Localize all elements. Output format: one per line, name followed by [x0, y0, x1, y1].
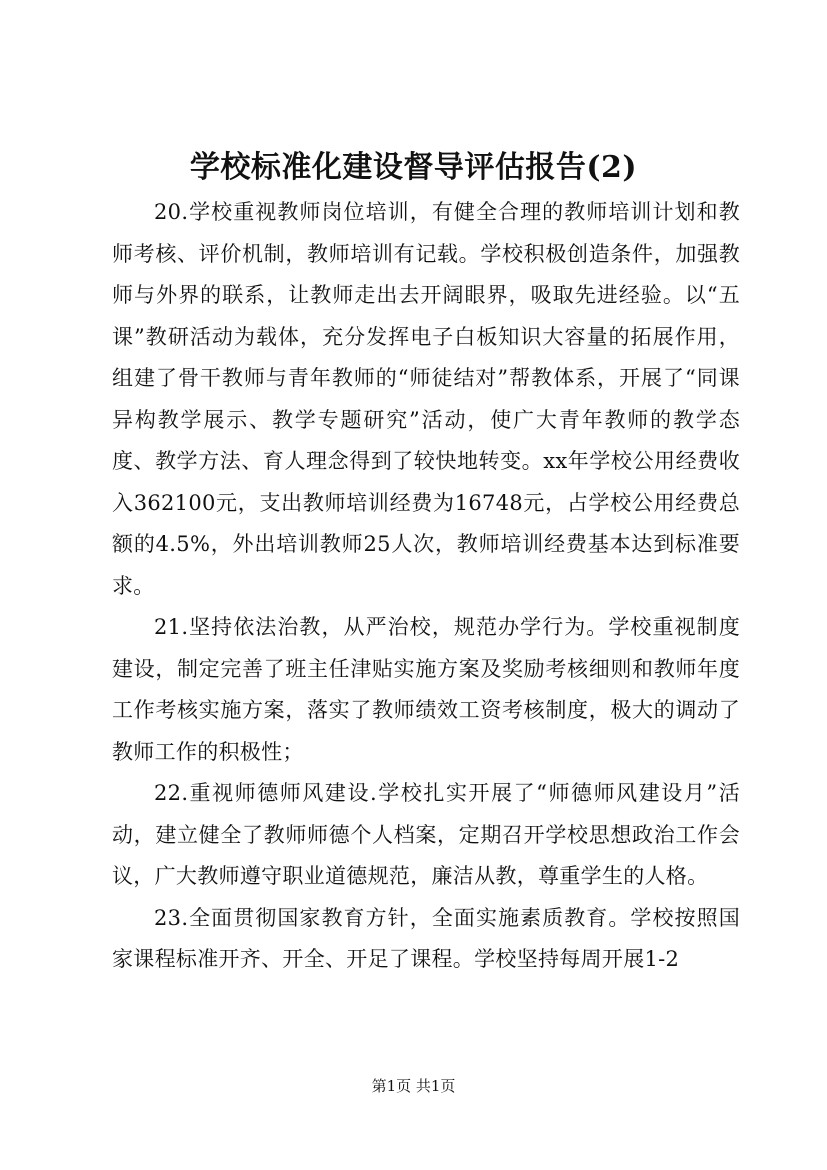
paragraph-22: 22.重视师德师风建设.学校扎实开展了“师德师风建设月”活动，建立健全了教师师德个人档案，定期召开学校思想政治工作会议，广大教师遵守职业道德规范，廉洁从教，尊重学生的人格。	[112, 781, 740, 888]
document-body	[112, 192, 740, 981]
page-footer: 第1页 共1页	[371, 1077, 456, 1095]
paragraph-20: 20.学校重视教师岗位培训，有健全合理的教师培训计划和教师考核、评价机制，教师培训有记载。学校积极创造条件，加强教师与外界的联系，让教师走出去开阔眼界，吸取先进经验。以“五课”教研活动为载体，充分发挥电子白板知识大容量的拓展作用，组建了骨干教师与青年教师的“师徒结对”帮教体系，开展了“同课异构教学展示、教学专题研究”活动，使广大青年教师的教学态度、教学方法、育人理念得到了较快地转变。xx年学校公用经费收入362100元，支出教师培训经费为16748元，占学校公用经费总额的4.5%，外出培训教师25人次，教师培训经费基本达到标准要求。	[112, 200, 740, 598]
paragraph-23: 23.全面贯彻国家教育方针，全面实施素质教育。学校按照国家课程标准开齐、开全、开足了课程。学校坚持每周开展1-2	[112, 905, 740, 971]
paragraph-21: 21.坚持依法治教，从严治校，规范办学行为。学校重视制度建设，制定完善了班主任津贴实施方案及奖励考核细则和教师年度工作考核实施方案，落实了教师绩效工资考核制度，极大的调动了教师工作的积极性；	[112, 615, 740, 764]
document-title: 学校标准化建设督导评估报告(2)	[189, 150, 638, 185]
